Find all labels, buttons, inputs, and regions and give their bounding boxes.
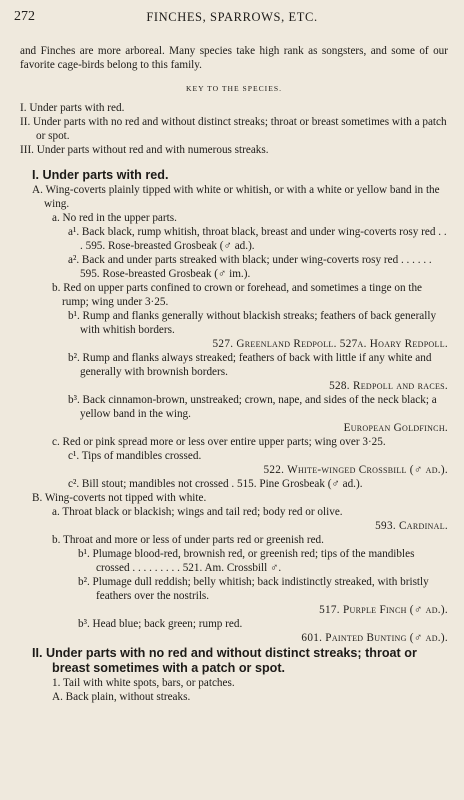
- key-entry: c. Red or pink spread more or less over entire upper parts; wing over 3·25.: [52, 436, 386, 448]
- section-2-entries: [20, 676, 448, 704]
- key-entry: A. Back plain, without streaks.: [52, 691, 191, 703]
- key-entry: 527. Greenland Redpoll. 527a. Hoary Redpoll.: [212, 338, 448, 350]
- key-entry: b³. Head blue; back green; rump red.: [78, 618, 243, 630]
- key-entry: a¹. Back black, rump whitish, throat black, breast and under wing-coverts rosy red . . . 595. Rose-breasted Grosbeak (♂ ad.).: [68, 226, 447, 252]
- key-entry: b¹. Plumage blood-red, brownish red, or greenish red; tips of the mandibles crossed . . . . . . . . . 521. Am. Crossbill ♂.: [78, 548, 415, 574]
- key-entry: b. Red on upper parts confined to crown or forehead, and sometimes a tinge on the rump; wing under 3·25.: [52, 282, 423, 308]
- key-entry: c². Bill stout; mandibles not crossed . 515. Pine Grosbeak (♂ ad.).: [68, 478, 363, 490]
- key-entry: 593. Cardinal.: [375, 520, 448, 532]
- key-entry: c¹. Tips of mandibles crossed.: [68, 450, 202, 462]
- key-entry: 601. Painted Bunting (♂ ad.).: [301, 632, 448, 644]
- page-header: [14, 9, 450, 27]
- key-item: I. Under parts with red.: [20, 102, 125, 114]
- key-entry: b³. Back cinnamon-brown, unstreaked; crown, nape, and sides of the neck black; a yellow band in the wing.: [68, 394, 437, 420]
- intro-paragraph: and Finches are more arboreal. Many species take high rank as songsters, and some of our favorite cage-birds belong to this family.: [20, 45, 448, 71]
- key-entry: A. Wing-coverts plainly tipped with white or whitish, or with a white or yellow band in the wing.: [32, 184, 440, 210]
- key-entry: b¹. Rump and flanks generally without blackish streaks; feathers of back generally with whitish borders.: [68, 310, 437, 336]
- key-entry: 522. White-winged Crossbill (♂ ad.).: [263, 464, 448, 476]
- section-heading: II. Under parts with no red and without distinct streaks; throat or breast sometimes with a patch or spot.: [32, 646, 417, 675]
- key-entry: B. Wing-coverts not tipped with white.: [32, 492, 207, 504]
- page-number: 272: [14, 9, 35, 24]
- running-title: FINCHES, SPARROWS, ETC.: [146, 10, 318, 24]
- key-entry: b. Throat and more or less of under parts red or greenish red.: [52, 534, 324, 546]
- key-entry: 517. Purple Finch (♂ ad.).: [319, 604, 448, 616]
- key-item: III. Under parts without red and with numerous streaks.: [20, 144, 269, 156]
- key-entry: a. Throat black or blackish; wings and tail red; body red or olive.: [52, 506, 343, 518]
- section-1-entries: [20, 183, 448, 645]
- key-entry: European Goldfinch.: [343, 422, 448, 434]
- page-body: [20, 44, 448, 704]
- key-entry: a². Back and under parts streaked with black; under wing-coverts rosy red . . . . . . 595. Rose-breasted Grosbeak (♂ im.).: [68, 254, 432, 280]
- key-item: II. Under parts with no red and without distinct streaks; throat or breast sometimes with a patch or spot.: [20, 116, 447, 142]
- key-entry: 528. Redpoll and races.: [329, 380, 448, 392]
- key-entry: a. No red in the upper parts.: [52, 212, 177, 224]
- key-entry: b². Plumage dull reddish; belly whitish; back indistinctly streaked, with bristly feathers over the nostrils.: [78, 576, 429, 602]
- section-heading: I. Under parts with red.: [32, 168, 169, 182]
- key-title: KEY TO THE SPECIES.: [186, 84, 282, 93]
- key-entry: b². Rump and flanks always streaked; feathers of back with little if any white and generally with brownish borders.: [68, 352, 432, 378]
- key-entry: 1. Tail with white spots, bars, or patches.: [52, 677, 235, 689]
